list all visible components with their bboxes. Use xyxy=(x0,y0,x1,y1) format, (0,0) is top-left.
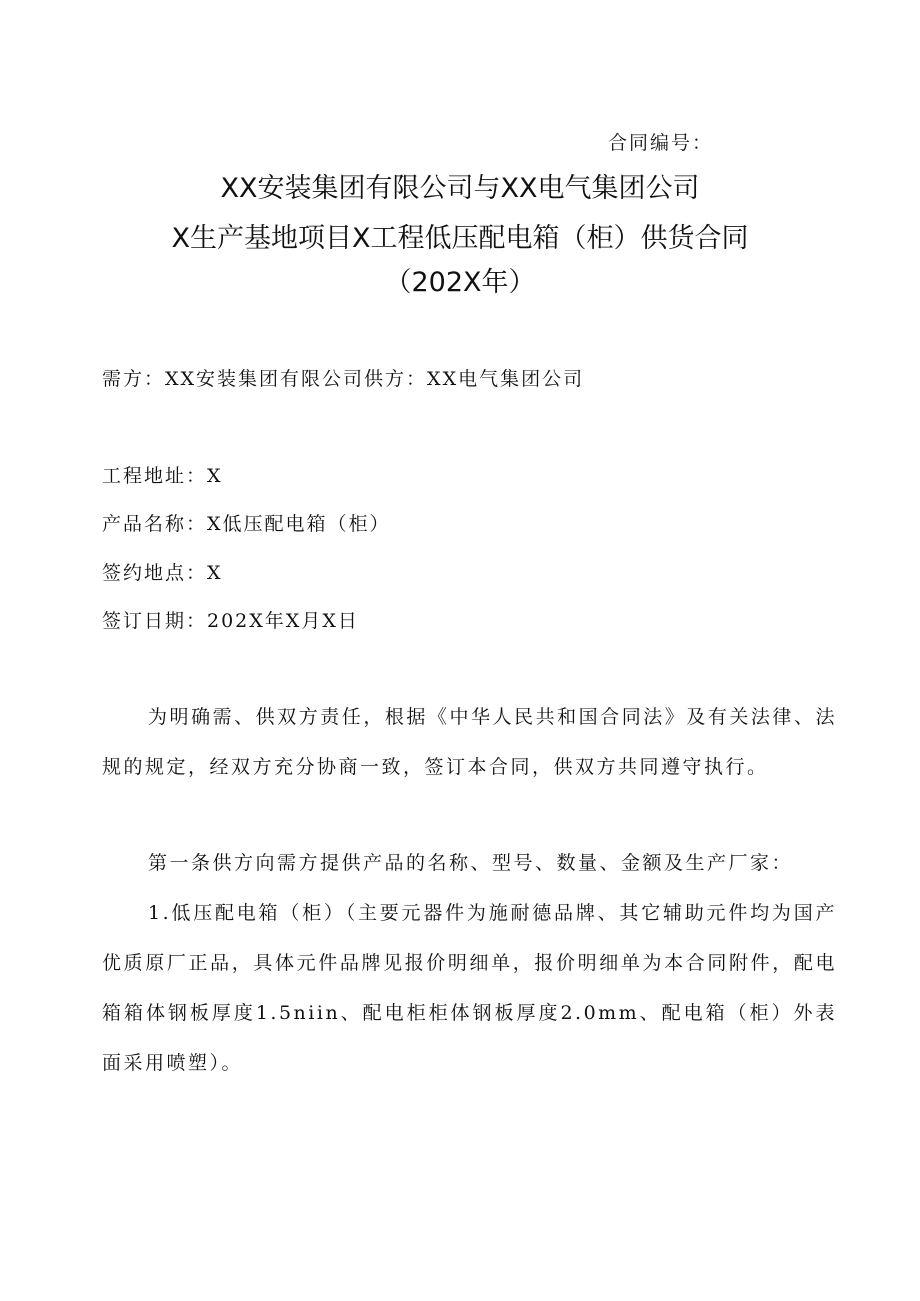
intro-paragraph: 为明确需、供双方责任，根据《中华人民共和国合同法》及有关法律、法规的规定，经双方充分协商一致，签订本合同，供双方共同遵守执行。 xyxy=(102,706,837,778)
parties-line: 需方：XX安装集团有限公司供方：XX电气集团公司 xyxy=(102,368,585,390)
title-line-1: XX安装集团有限公司与XX电气集团公司 xyxy=(220,173,700,204)
title-line-3: （202X年） xyxy=(384,267,536,298)
article-1-heading: 第一条供方向需方提供产品的名称、型号、数量、金额及生产厂家： xyxy=(148,852,794,874)
signing-place-field: 签约地点：X xyxy=(102,562,223,584)
title-line-2: X生产基地项目X工程低压配电箱（柜）供货合同 xyxy=(171,223,749,254)
article-1-item-1: 1.低压配电箱（柜）（主要元器件为施耐德品牌、其它辅助元件均为国产优质原厂正品，具体元件品牌见报价明细单，报价明细单为本合同附件，配电箱箱体钢板厚度1.5niin、配电柜柜体钢板厚度2.0mm、配电箱（柜）外表面采用喷塑）。 xyxy=(102,902,837,1074)
contract-number-label: 合同编号： xyxy=(608,132,714,154)
signing-date-field: 签订日期：202X年X月X日 xyxy=(102,610,359,632)
project-address-field: 工程地址：X xyxy=(102,465,223,487)
product-name-field: 产品名称：X低压配电箱（柜） xyxy=(102,513,391,535)
